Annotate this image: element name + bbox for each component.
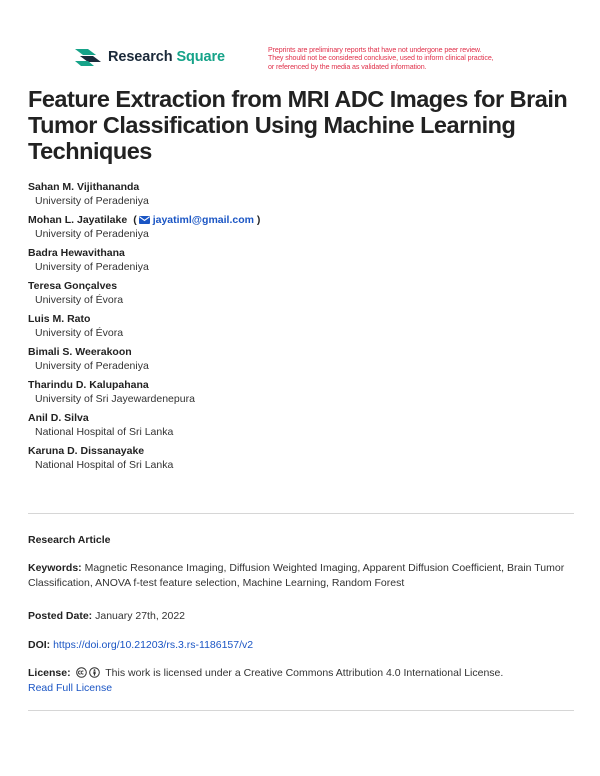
attribution-icon	[89, 667, 100, 678]
author-name: Tharindu D. Kalupahana	[28, 379, 149, 391]
author-entry	[28, 180, 578, 208]
license	[28, 666, 574, 696]
preprint-notice-line: Preprints are preliminary reports that have not undergone peer review.	[268, 46, 482, 54]
author-name: Anil D. Silva	[28, 412, 89, 424]
cc-icons	[76, 667, 100, 678]
section-divider	[28, 513, 574, 514]
research-square-logo-icon	[74, 46, 102, 68]
author-entry	[28, 444, 578, 472]
author-name: Teresa Gonçalves	[28, 280, 118, 292]
author-name: Bimali S. Weerakoon	[28, 346, 132, 358]
author-affiliation: University of Peradeniya	[35, 228, 149, 240]
creative-commons-icon	[76, 667, 87, 678]
section-divider	[28, 710, 574, 711]
author-email: jayatiml@gmail.com	[152, 214, 254, 226]
brand-name	[108, 49, 225, 65]
author-name: Badra Hewavithana	[28, 247, 125, 259]
author-entry	[28, 279, 578, 307]
doi-label: DOI:	[28, 639, 51, 651]
author-affiliation: University of Évora	[35, 294, 124, 306]
license-text: This work is licensed under a Creative Commons Attribution 4.0 International License.	[105, 667, 504, 679]
author-email-link[interactable]	[137, 213, 254, 227]
author-entry	[28, 246, 578, 274]
author-entry	[28, 378, 578, 406]
author-affiliation: National Hospital of Sri Lanka	[35, 459, 174, 471]
author-affiliation: University of Évora	[35, 327, 124, 339]
author-affiliation: University of Peradeniya	[35, 195, 149, 207]
preprint-notice	[268, 46, 538, 71]
author-email-wrapper: ( jayatiml@gmail.com )	[133, 214, 261, 226]
read-full-license-link[interactable]: Read Full License	[28, 682, 113, 694]
author-name: Luis M. Rato	[28, 313, 91, 325]
doi-link[interactable]: https://doi.org/10.21203/rs.3.rs-1186157/v2	[53, 639, 254, 651]
posted-date-label: Posted Date:	[28, 610, 93, 622]
author-list	[28, 180, 578, 477]
keywords	[28, 561, 574, 591]
posted-date	[28, 609, 574, 624]
keywords-label: Keywords:	[28, 562, 82, 574]
author-entry	[28, 213, 578, 241]
preprint-notice-line: or referenced by the media as validated information.	[268, 62, 427, 71]
license-label: License:	[28, 667, 71, 679]
posted-date-value: January 27th, 2022	[95, 610, 186, 622]
article-type: Research Article	[28, 534, 111, 546]
author-name: Sahan M. Vijithananda	[28, 181, 140, 193]
author-affiliation: University of Sri Jayewardenepura	[35, 393, 195, 405]
brand-name-square: Square	[176, 49, 225, 65]
author-affiliation: University of Peradeniya	[35, 360, 149, 372]
brand-name-research: Research	[108, 49, 173, 65]
author-entry	[28, 411, 578, 439]
author-entry	[28, 312, 578, 340]
author-name: Karuna D. Dissanayake	[28, 445, 145, 457]
author-name-row	[28, 213, 578, 227]
doi	[28, 638, 574, 653]
preprint-notice-line: They should not be considered conclusive, used to inform clinical practice,	[268, 54, 494, 63]
keywords-text: Magnetic Resonance Imaging, Diffusion Weighted Imaging, Apparent Diffusion Coefficient, Brain Tumor Classification, ANOVA f-test feature selection, Machine Learning, Random Forest	[28, 562, 565, 589]
paper-title: Feature Extraction from MRI ADC Images for Brain Tumor Classification Using Machine Learning Techniques	[28, 86, 568, 164]
mail-icon	[139, 216, 150, 224]
author-affiliation: University of Peradeniya	[35, 261, 149, 273]
author-entry	[28, 345, 578, 373]
author-name: Mohan L. Jayatilake	[28, 214, 128, 226]
author-affiliation: National Hospital of Sri Lanka	[35, 426, 174, 438]
research-square-logo[interactable]	[74, 46, 225, 68]
